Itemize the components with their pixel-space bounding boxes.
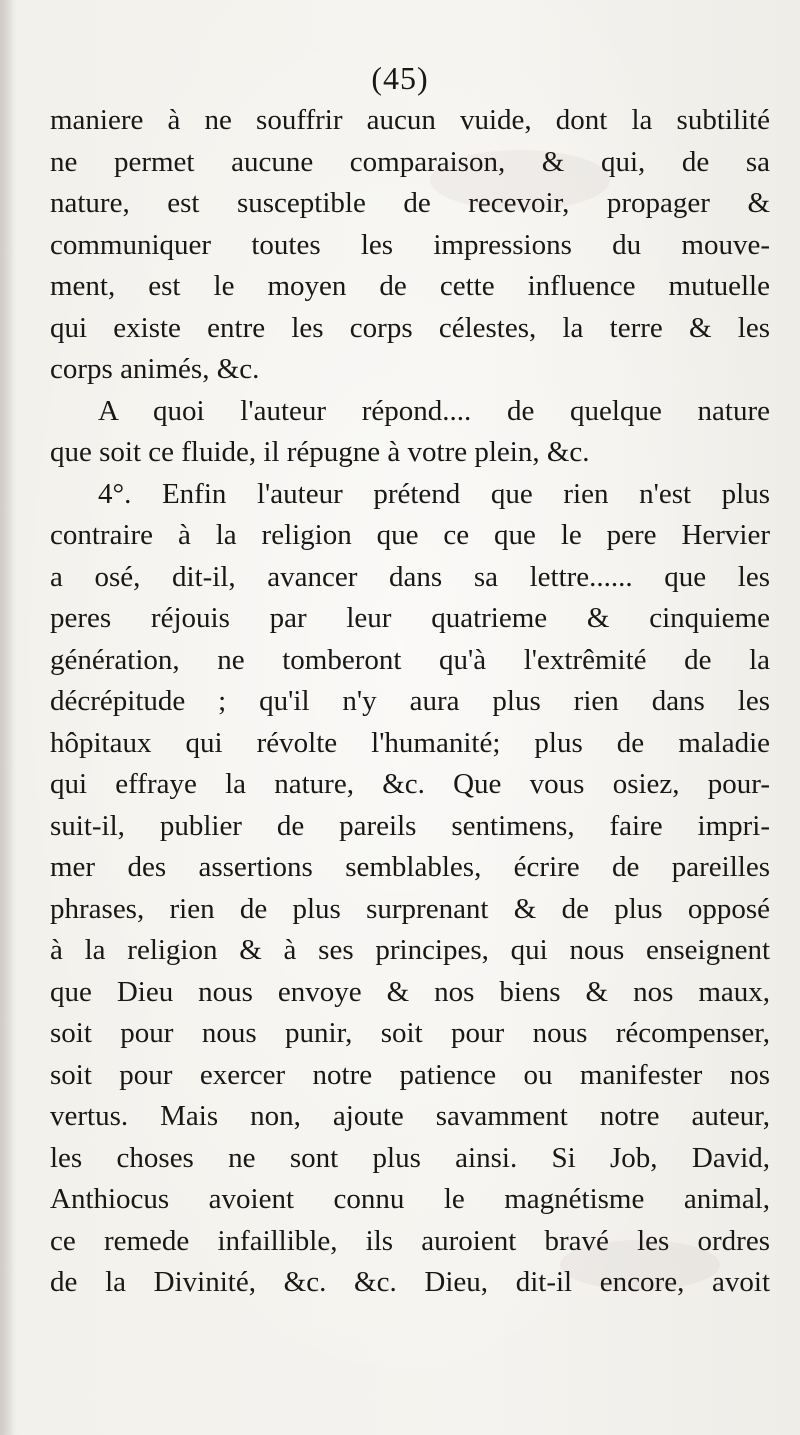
text-line: maniere à ne souffrir aucun vuide, dont la subtilité — [50, 104, 770, 136]
text-line: qui existe entre les corps célestes, la terre & les — [50, 311, 770, 344]
text-line: soit pour nous punir, soit pour nous récompenser, — [50, 1017, 770, 1049]
body-text — [50, 100, 770, 1304]
text-line: à la religion & à ses principes, qui nous enseignent — [50, 934, 770, 966]
text-line: ce remede infaillible, ils auroient bravé les ordres — [50, 1224, 770, 1257]
text-line: que soit ce fluide, il répugne à votre plein, &c. — [50, 436, 590, 468]
text-line: ne permet aucune comparaison, & qui, de sa — [50, 145, 770, 178]
text-line: phrases, rien de plus surprenant & de plus opposé — [50, 892, 770, 925]
text-line: communiquer toutes les impressions du mouve- — [50, 228, 770, 261]
text-line: contraire à la religion que ce que le pere Hervier — [50, 519, 770, 551]
page-gutter-shadow — [0, 0, 14, 1435]
text-line: nature, est susceptible de recevoir, propager & — [50, 187, 770, 219]
text-line: suit-il, publier de pareils sentimens, faire impri- — [50, 809, 770, 842]
text-line: A quoi l'auteur répond.... de quelque nature — [98, 394, 770, 427]
text-line: que Dieu nous envoye & nos biens & nos maux, — [50, 975, 770, 1008]
text-line: qui effraye la nature, &c. Que vous osiez, pour- — [50, 768, 770, 800]
text-line: de la Divinité, &c. &c. Dieu, dit-il encore, avoit — [50, 1266, 770, 1298]
text-line: les choses ne sont plus ainsi. Si Job, David, — [50, 1141, 770, 1174]
text-line: décrépitude ; qu'il n'y aura plus rien dans les — [50, 685, 770, 717]
text-line: mer des assertions semblables, écrire de pareilles — [50, 851, 770, 883]
text-line: génération, ne tomberont qu'à l'extrêmité de la — [50, 643, 770, 676]
text-line: 4°. Enfin l'auteur prétend que rien n'est plus — [98, 477, 770, 510]
text-line: soit pour exercer notre patience ou manifester nos — [50, 1058, 770, 1091]
text-line: vertus. Mais non, ajoute savamment notre auteur, — [50, 1100, 770, 1132]
text-line: ment, est le moyen de cette influence mutuelle — [50, 270, 770, 302]
text-line: corps animés, &c. — [50, 353, 260, 385]
text-line: hôpitaux qui révolte l'humanité; plus de maladie — [50, 726, 770, 759]
text-line: peres réjouis par leur quatrieme & cinquieme — [50, 602, 770, 634]
page-number: (45) — [371, 60, 429, 96]
text-line: Anthiocus avoient connu le magnétisme animal, — [50, 1183, 770, 1215]
text-line: a osé, dit-il, avancer dans sa lettre...... que les — [50, 560, 770, 593]
